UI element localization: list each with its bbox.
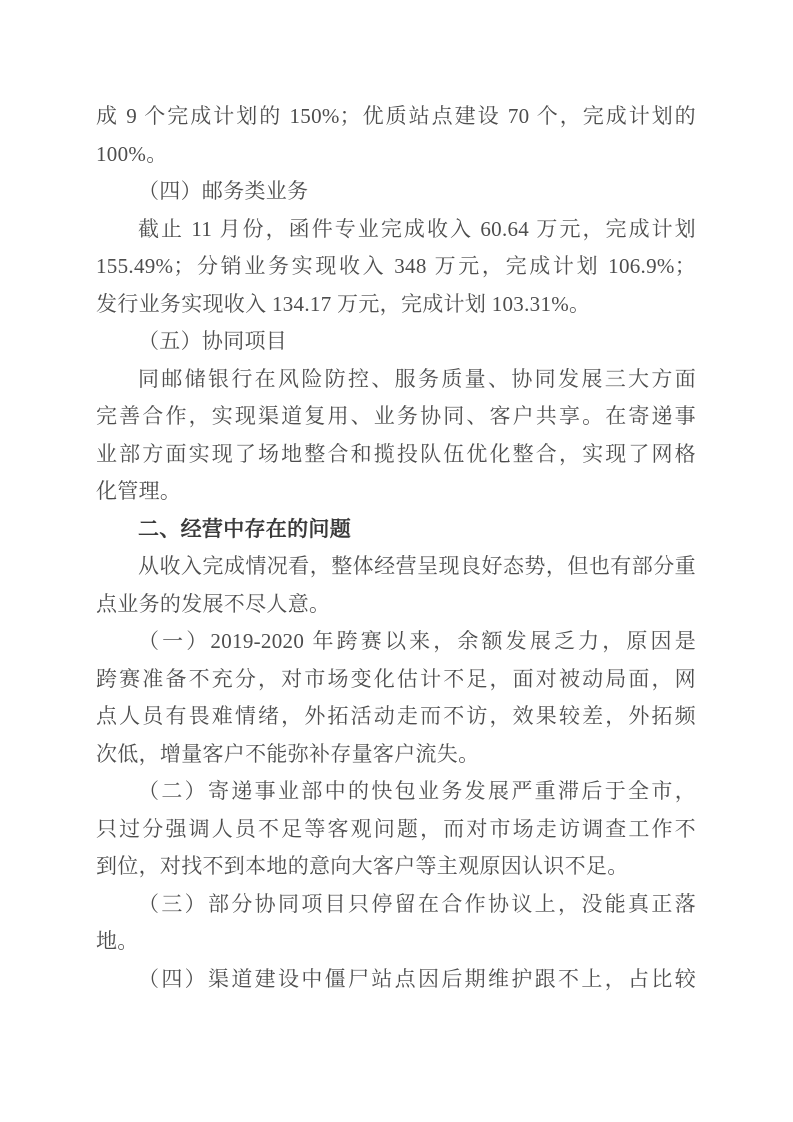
document-line: 155.49%；分销业务实现收入 348 万元，完成计划 106.9%； <box>96 254 696 278</box>
document-line: （一）2019-2020 年跨赛以来，余额发展乏力，原因是 <box>138 629 696 653</box>
document-line: 点业务的发展不尽人意。 <box>96 591 331 616</box>
document-line: 业部方面实现了场地整合和揽投队伍优化整合，实现了网格 <box>96 441 696 466</box>
document-line: （四）渠道建设中僵尸站点因后期维护跟不上，占比较 <box>138 966 696 991</box>
document-line: 截止 11 月份，函件专业完成收入 60.64 万元，完成计划 <box>138 216 696 241</box>
document-line: 成 9 个完成计划的 150%；优质站点建设 70 个，完成计划的 <box>96 104 696 128</box>
subsection-heading-4: （四）邮务类业务 <box>138 179 309 203</box>
subsection-heading-5: （五）协同项目 <box>138 329 288 353</box>
document-content <box>96 98 696 998</box>
document-line: 发行业务实现收入 134.17 万元，完成计划 103.31%。 <box>96 291 591 316</box>
document-line: 完善合作，实现渠道复用、业务协同、客户共享。在寄递事 <box>96 404 696 428</box>
document-line: 地。 <box>96 929 139 953</box>
document-line: （三）部分协同项目只停留在合作协议上，没能真正落 <box>138 891 696 916</box>
document-line: 点人员有畏难情绪，外拓活动走而不访，效果较差，外拓频 <box>96 704 696 728</box>
section-heading-2: 二、经营中存在的问题 <box>138 516 351 541</box>
document-line: 从收入完成情况看，整体经营呈现良好态势，但也有部分重 <box>138 554 696 578</box>
document-line: 次低，增量客户不能弥补存量客户流失。 <box>96 741 480 766</box>
document-line: （二）寄递事业部中的快包业务发展严重滞后于全市， <box>138 779 696 803</box>
document-line: 同邮储银行在风险防控、服务质量、协同发展三大方面 <box>138 366 696 391</box>
document-line: 化管理。 <box>96 479 182 503</box>
document-line: 只过分强调人员不足等客观问题，而对市场走访调查工作不 <box>96 816 696 841</box>
document-line: 到位，对找不到本地的意向大客户等主观原因认识不足。 <box>96 854 629 878</box>
document-line: 跨赛准备不充分，对市场变化估计不足，面对被动局面，网 <box>96 666 696 691</box>
document-line: 100%。 <box>96 141 168 166</box>
